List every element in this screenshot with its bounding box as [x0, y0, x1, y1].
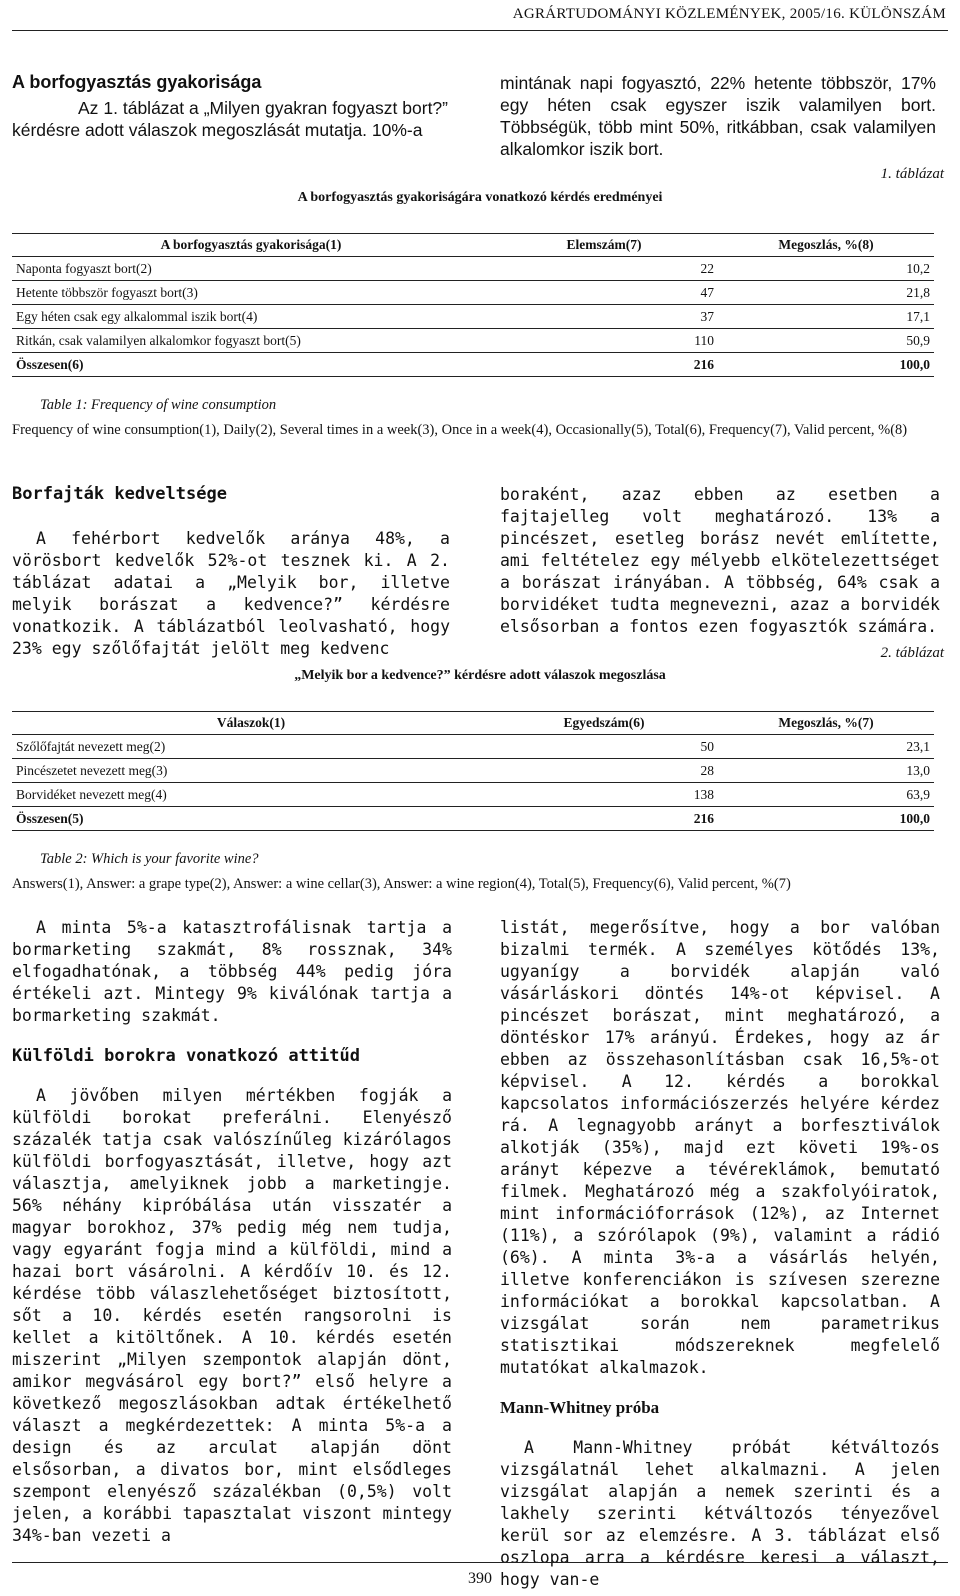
table-cell: 10,2 [718, 257, 934, 281]
table1 [12, 233, 934, 377]
table-cell: 216 [490, 807, 718, 831]
section2-right-paragraph: boraként, azaz ebben az esetben a fajtajelleg volt meghatározó. 13% a pincészet, esetleg borász nevét említette, ami feltételez egy mélyebb elkötelezettséget a borászat irányában. A többség, 64% csak a borvidéket tudta megnevezni, azaz a borvidék elsősorban a fontos ezen fogyasztók számára. [500, 485, 940, 636]
table1-total-row [12, 353, 934, 377]
table1-number: 1. táblázat [880, 166, 944, 182]
page-number: 390 [468, 1570, 492, 1587]
table-cell: 37 [490, 305, 718, 329]
bottom-right-column [500, 917, 940, 1591]
table-cell: 47 [490, 281, 718, 305]
table-cell: Hetente többször fogyaszt bort(3) [12, 281, 490, 305]
table2-header-cell: Egyedszám(6) [490, 712, 718, 735]
journal-header: AGRÁRTUDOMÁNYI KÖZLEMÉNYEK, 2005/16. KÜLÖNSZÁM [512, 6, 946, 22]
table-cell: Szőlőfajtát nevezett meg(2) [12, 735, 490, 759]
table2-header-row [12, 712, 934, 735]
table1-header-cell: Elemszám(7) [490, 234, 718, 257]
table-cell: 63,9 [718, 783, 934, 807]
table-cell: Borvidéket nevezett meg(4) [12, 783, 490, 807]
table-row [12, 281, 934, 305]
section-title-mann-whitney: Mann-Whitney próba [500, 1398, 660, 1417]
table2-total-row [12, 807, 934, 831]
table-cell: 138 [490, 783, 718, 807]
paragraph-bormarketing: A minta 5%-a katasztrofálisnak tartja a bormarketing szakmát, 8% rossznak, 34% elfogadhatónak, a többség 44% pedig jóra értékeli azt. Mintegy 9% kiválónak tartja a bormarketing szakmát. [12, 918, 452, 1025]
header-rule [12, 30, 948, 31]
table-cell: 23,1 [718, 735, 934, 759]
table1-english-legend: Frequency of wine consumption(1), Daily(2), Several times in a week(3), Once in a week(4), Occasionally(5), Total(6), Frequency(7), Valid percent, %(8) [12, 422, 908, 438]
section-title-foreign-wines: Külföldi borokra vonatkozó attitűd [12, 1046, 360, 1066]
table2 [12, 711, 934, 831]
table-cell: 21,8 [718, 281, 934, 305]
table2-header-cell: Válaszok(1) [12, 712, 490, 735]
table2-english-title: Table 2: Which is your favorite wine? [40, 851, 259, 867]
footer-rule [12, 1562, 948, 1563]
table-cell: Ritkán, csak valamilyen alkalomkor fogyaszt bort(5) [12, 329, 490, 353]
paragraph-information-sources: listát, megerősítve, hogy a bor valóban bizalmi termék. A személyes kötődés 13%, ugyanígy a borvidék alapján való vásárláskori döntés 14%-ot képvisel. A pincészet borászat, mint meghatározó, a döntéskor 17% arányú. Érdekes, hogy az ár ebben az összehasonlításban csak 16,5%-ot képvisel. A 12. kérdés a borokkal kapcsolatos információszerzés helyére kérdez rá. A legnagyobb arányt a borfesztiválok alkotják (35%), majd ezt követi 19%-os arányt képezve a tévéreklámok, bemutató filmek. Meghatározó még a szakfolyóiratok, mint információforrások (12%), az Internet (11%), a szórólapok (9%), valamint a rádió (6%). A minta 3%-a a vásárlás helyén, illetve konferenciákon is szívesen szerezne információkat a borokkal kapcsolatban. A vizsgálat során nem parametrikus statisztikai módszereknek megfelelő mutatókat alkalmazok. [500, 918, 940, 1377]
table-row [12, 735, 934, 759]
table-row [12, 329, 934, 353]
table-cell: 22 [490, 257, 718, 281]
table-cell: 50,9 [718, 329, 934, 353]
table-cell: Egy héten csak egy alkalommal iszik bort(4) [12, 305, 490, 329]
table-cell: 100,0 [718, 353, 934, 377]
table1-header-cell: Megoszlás, %(8) [718, 234, 934, 257]
table-row [12, 759, 934, 783]
table2-english-legend: Answers(1), Answer: a grape type(2), Answer: a wine cellar(3), Answer: a wine region(4), Total(5), Frequency(6), Valid percent, %(7) [12, 876, 791, 892]
bottom-left-column [12, 917, 452, 1547]
table2-header-cell: Megoszlás, %(7) [718, 712, 934, 735]
table-row [12, 783, 934, 807]
table-cell: 50 [490, 735, 718, 759]
table-cell: 100,0 [718, 807, 934, 831]
table-cell: Összesen(6) [12, 353, 490, 377]
table-row [12, 257, 934, 281]
paragraph-mann-whitney: A Mann-Whitney próbát kétváltozós vizsgálatnál lehet alkalmazni. A jelen vizsgálat alapján a nemek szerinti és a lakhely szerinti kétváltozós tényezővel kerül sor az elemzésre. A 3. táblázat első oszlopa arra a kérdésre keresi a választ, hogy van-e [500, 1438, 940, 1589]
table-cell: 13,0 [718, 759, 934, 783]
section2-left-paragraph: A fehérbort kedvelők aránya 48%, a vörösbort kedvelők 52%-ot tesznek ki. A 2. táblázat adatai a „Melyik bor, illetve melyik borászat a kedvence?” kérdésre vonatkozik. A táblázatból leolvasható, hogy 23% egy szőlőfajtát jelölt meg kedvenc [12, 529, 450, 658]
table1-title: A borfogyasztás gyakoriságára vonatkozó kérdés eredményei [297, 190, 663, 205]
table1-header-row [12, 234, 934, 257]
table-cell: Naponta fogyaszt bort(2) [12, 257, 490, 281]
table1-header-cell: A borfogyasztás gyakorisága(1) [12, 234, 490, 257]
table1-english-title: Table 1: Frequency of wine consumption [40, 397, 277, 413]
section1-right-paragraph: mintának napi fogyasztó, 22% hetente többször, 17% egy héten csak egyszer iszik valamilyen bort. Többségük, több mint 50%, ritkábban, csak valamilyen alkalomkor iszik bort. [500, 73, 936, 159]
table-cell: 28 [490, 759, 718, 783]
table-row [12, 305, 934, 329]
section1-left-paragraph: Az 1. táblázat a „Milyen gyakran fogyaszt bort?” kérdésre adott válaszok megoszlását mutatja. 10%-a [12, 98, 448, 140]
section-title-frequency: A borfogyasztás gyakorisága [12, 72, 262, 92]
paragraph-foreign-wines: A jövőben milyen mértékben fogják a külföldi borokat preferálni. Elenyésző százalék tatja csak valószínűleg kizárólagos külföldi borfogyasztását, illetve, hogy azt választja, amelyiknek jobb a marketingje. 56% néhány kipróbálása után visszatér a magyar borokhoz, 37% pedig még nem tudja, vagy egyaránt fogja mind a külföldi, mind a hazai bort vásárolni. A kérdőív 10. és 12. kérdése több válaszlehetőséget biztosított, sőt a 10. kérdés esetén rangsorolni is kellet a kitöltőnek. A 10. kérdés esetén miszerint „Milyen szempontok alapján dönt, amikor megvásárol egy bort?” első helyre a következő megoszlásokban adtak értékelhető választ a megkérdezettek: A minta 5%-a a design és az arculat alapján dönt elsősorban, a divatos bor, mint elsődleges szempont elenyésző százalékban (0,5%) volt jelen, a korábbi tapasztalat viszont mintegy 34%-ban vezeti a [12, 1086, 452, 1545]
table2-title: „Melyik bor a kedvence?” kérdésre adott válaszok megoszlása [294, 668, 666, 683]
table-cell: 216 [490, 353, 718, 377]
table-cell: 110 [490, 329, 718, 353]
section-title-wine-types: Borfajták kedveltsége [12, 484, 227, 504]
table-cell: Pincészetet nevezett meg(3) [12, 759, 490, 783]
table-cell: Összesen(5) [12, 807, 490, 831]
table2-number: 2. táblázat [880, 645, 944, 661]
table-cell: 17,1 [718, 305, 934, 329]
